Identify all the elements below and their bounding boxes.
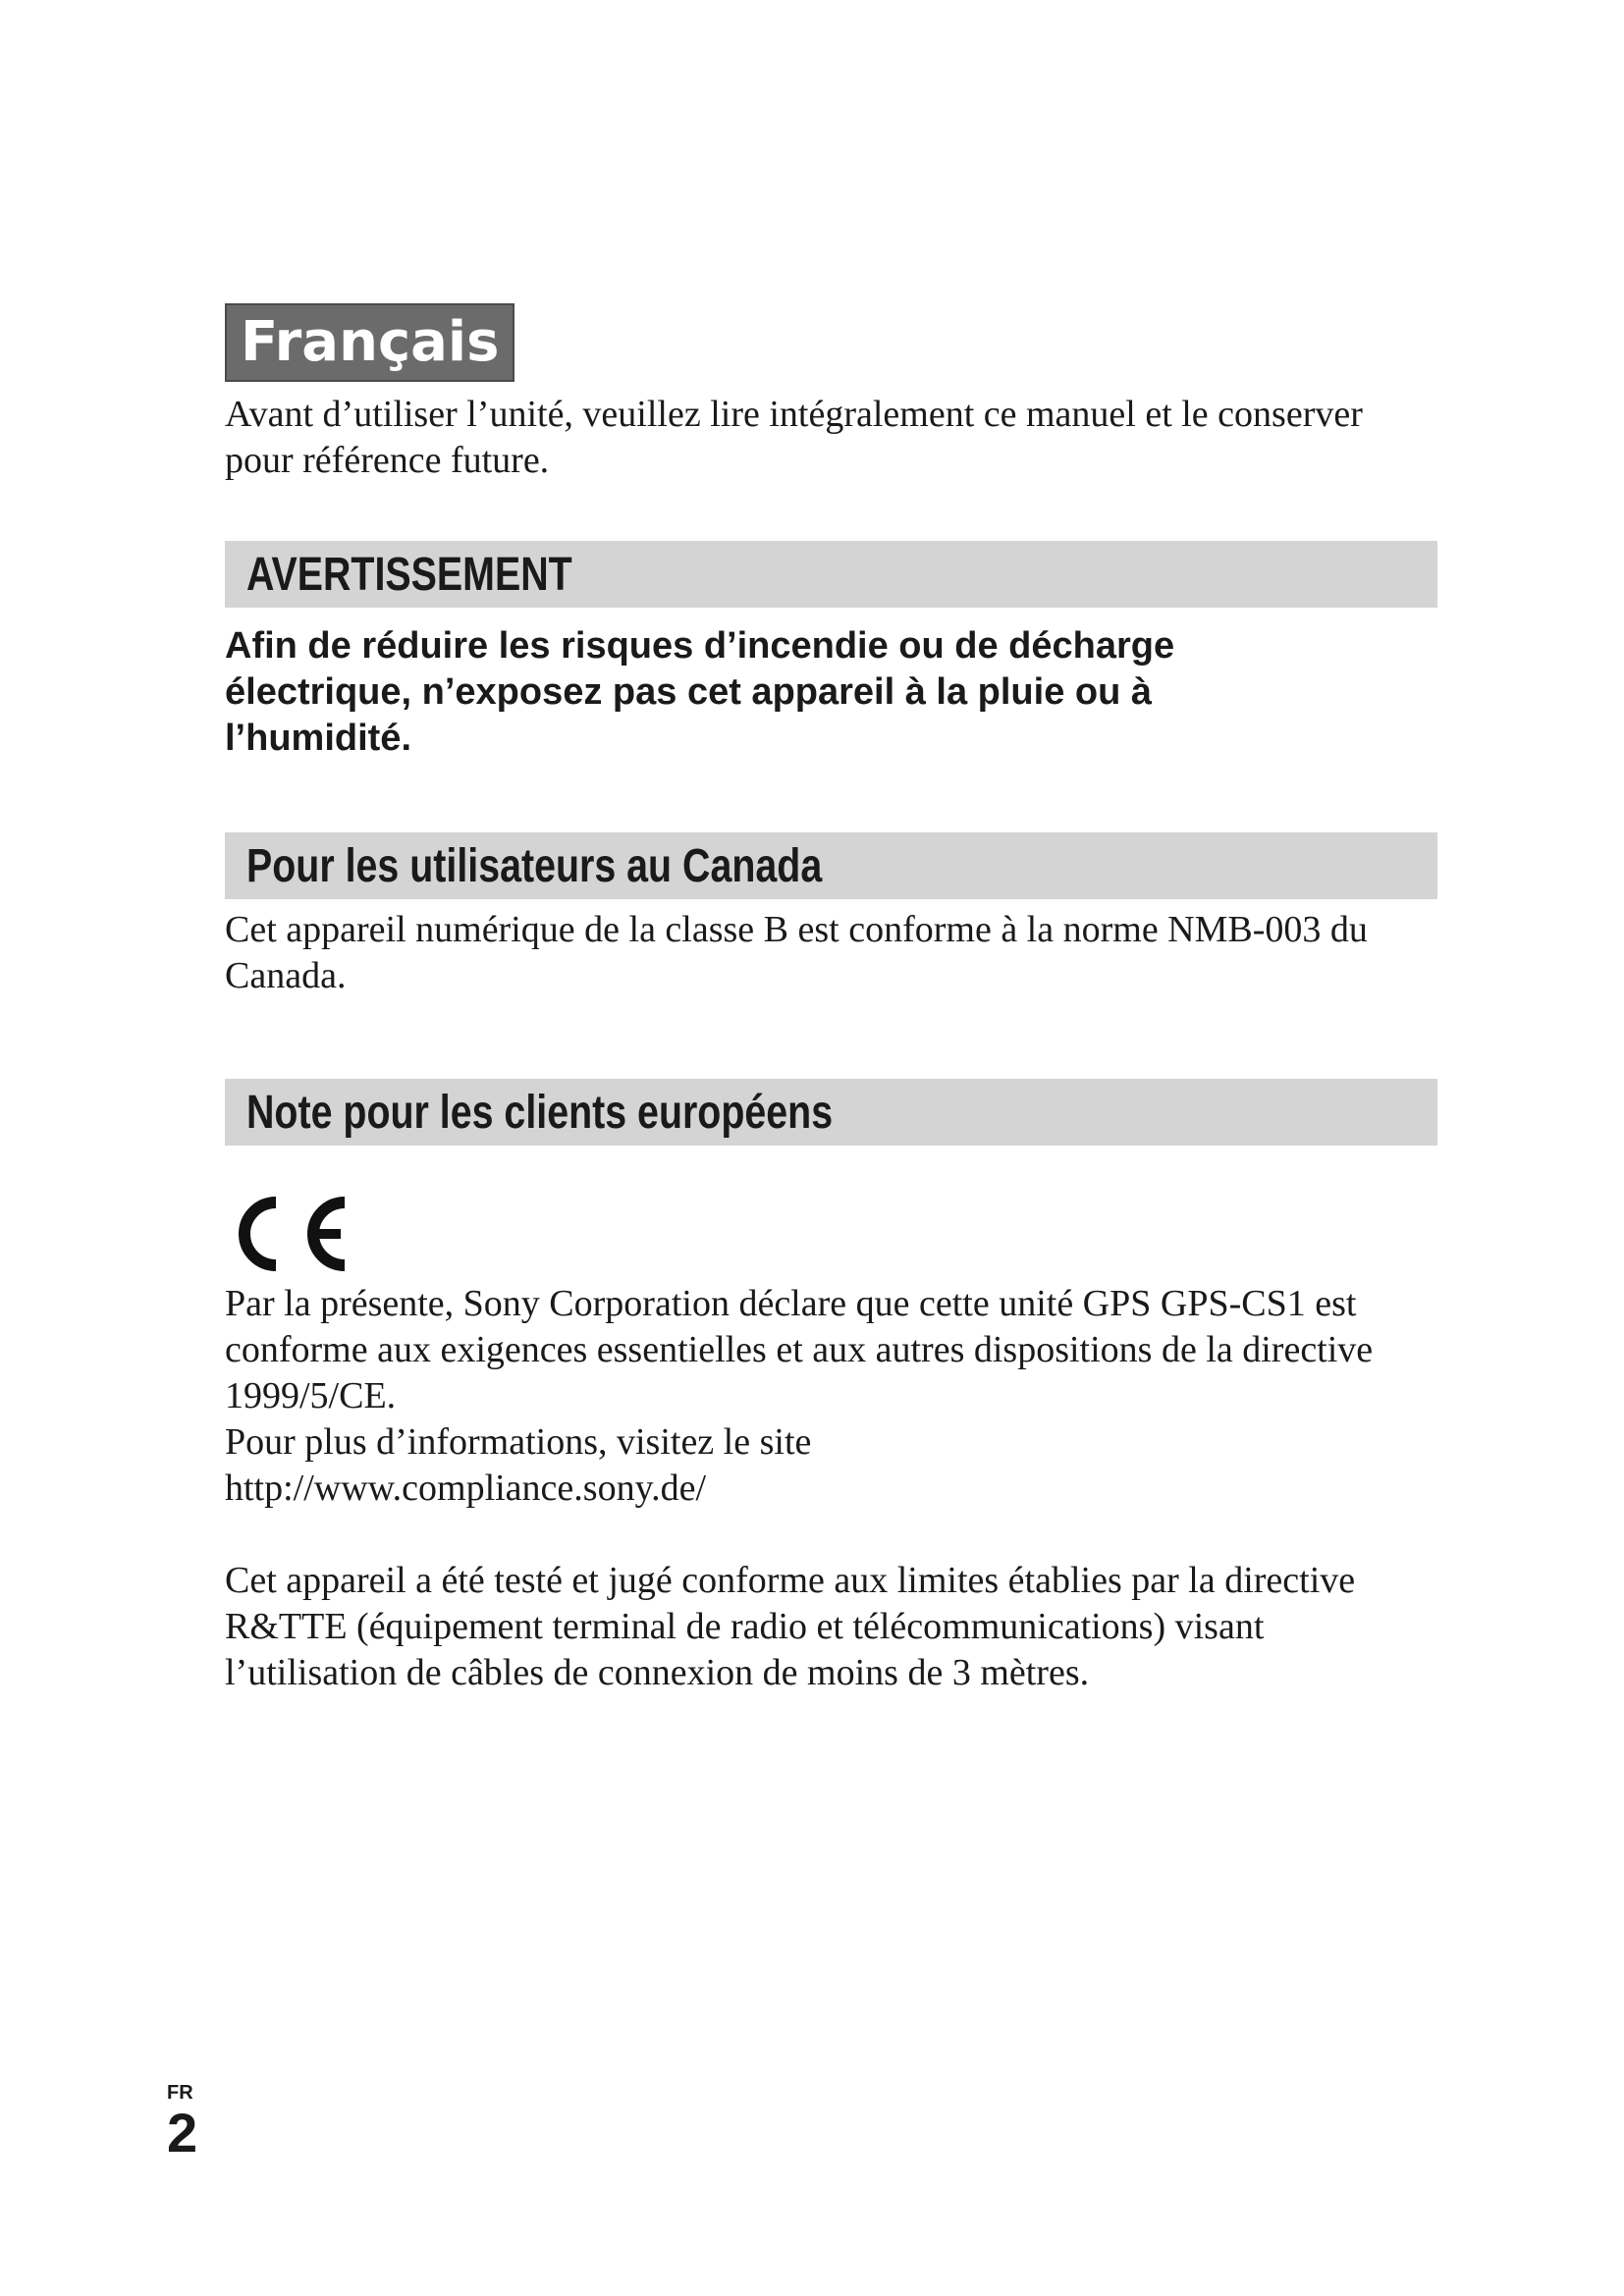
footer-language-code: FR — [167, 2082, 193, 2104]
language-badge: Français — [225, 303, 514, 382]
section-header-warning — [225, 541, 1437, 608]
canada-paragraph: Cet appareil numérique de la classe B est conforme à la norme NMB-003 du Canada. — [225, 909, 1368, 996]
section-title: AVERTISSEMENT — [246, 548, 572, 601]
page-content — [225, 303, 1437, 1696]
declaration-paragraph: Par la présente, Sony Corporation déclare que cette unité GPS GPS-CS1 est conforme aux exigences essentielles et aux autres dispositions de la directive 1999/5/CE. — [225, 1283, 1374, 1416]
section-header-europe — [225, 1079, 1437, 1146]
section-title: Note pour les clients européens — [246, 1086, 834, 1139]
warning-paragraph: Afin de réduire les risques d’incendie ou de décharge électrique, n’exposez pas cet appareil à la pluie ou à l’humidité. — [225, 625, 1175, 759]
intro-paragraph: Avant d’utiliser l’unité, veuillez lire intégralement ce manuel et le conserver pour référence future. — [225, 394, 1363, 481]
rtte-paragraph: Cet appareil a été testé et jugé conforme aux limites établies par la directive R&TTE (équipement terminal de radio et télécommunications) visant l’utilisation de câbles de connexion de moins de 3 mètres. — [225, 1560, 1356, 1693]
page-footer — [167, 2082, 197, 2161]
ce-mark-icon — [225, 1183, 352, 1281]
section-header-canada — [225, 832, 1437, 899]
compliance-url-link[interactable]: http://www.compliance.sony.de/ — [225, 1468, 707, 1509]
more-info-text: Pour plus d’informations, visitez le site — [225, 1421, 812, 1463]
section-title: Pour les utilisateurs au Canada — [246, 839, 823, 892]
page-number: 2 — [167, 2102, 198, 2163]
